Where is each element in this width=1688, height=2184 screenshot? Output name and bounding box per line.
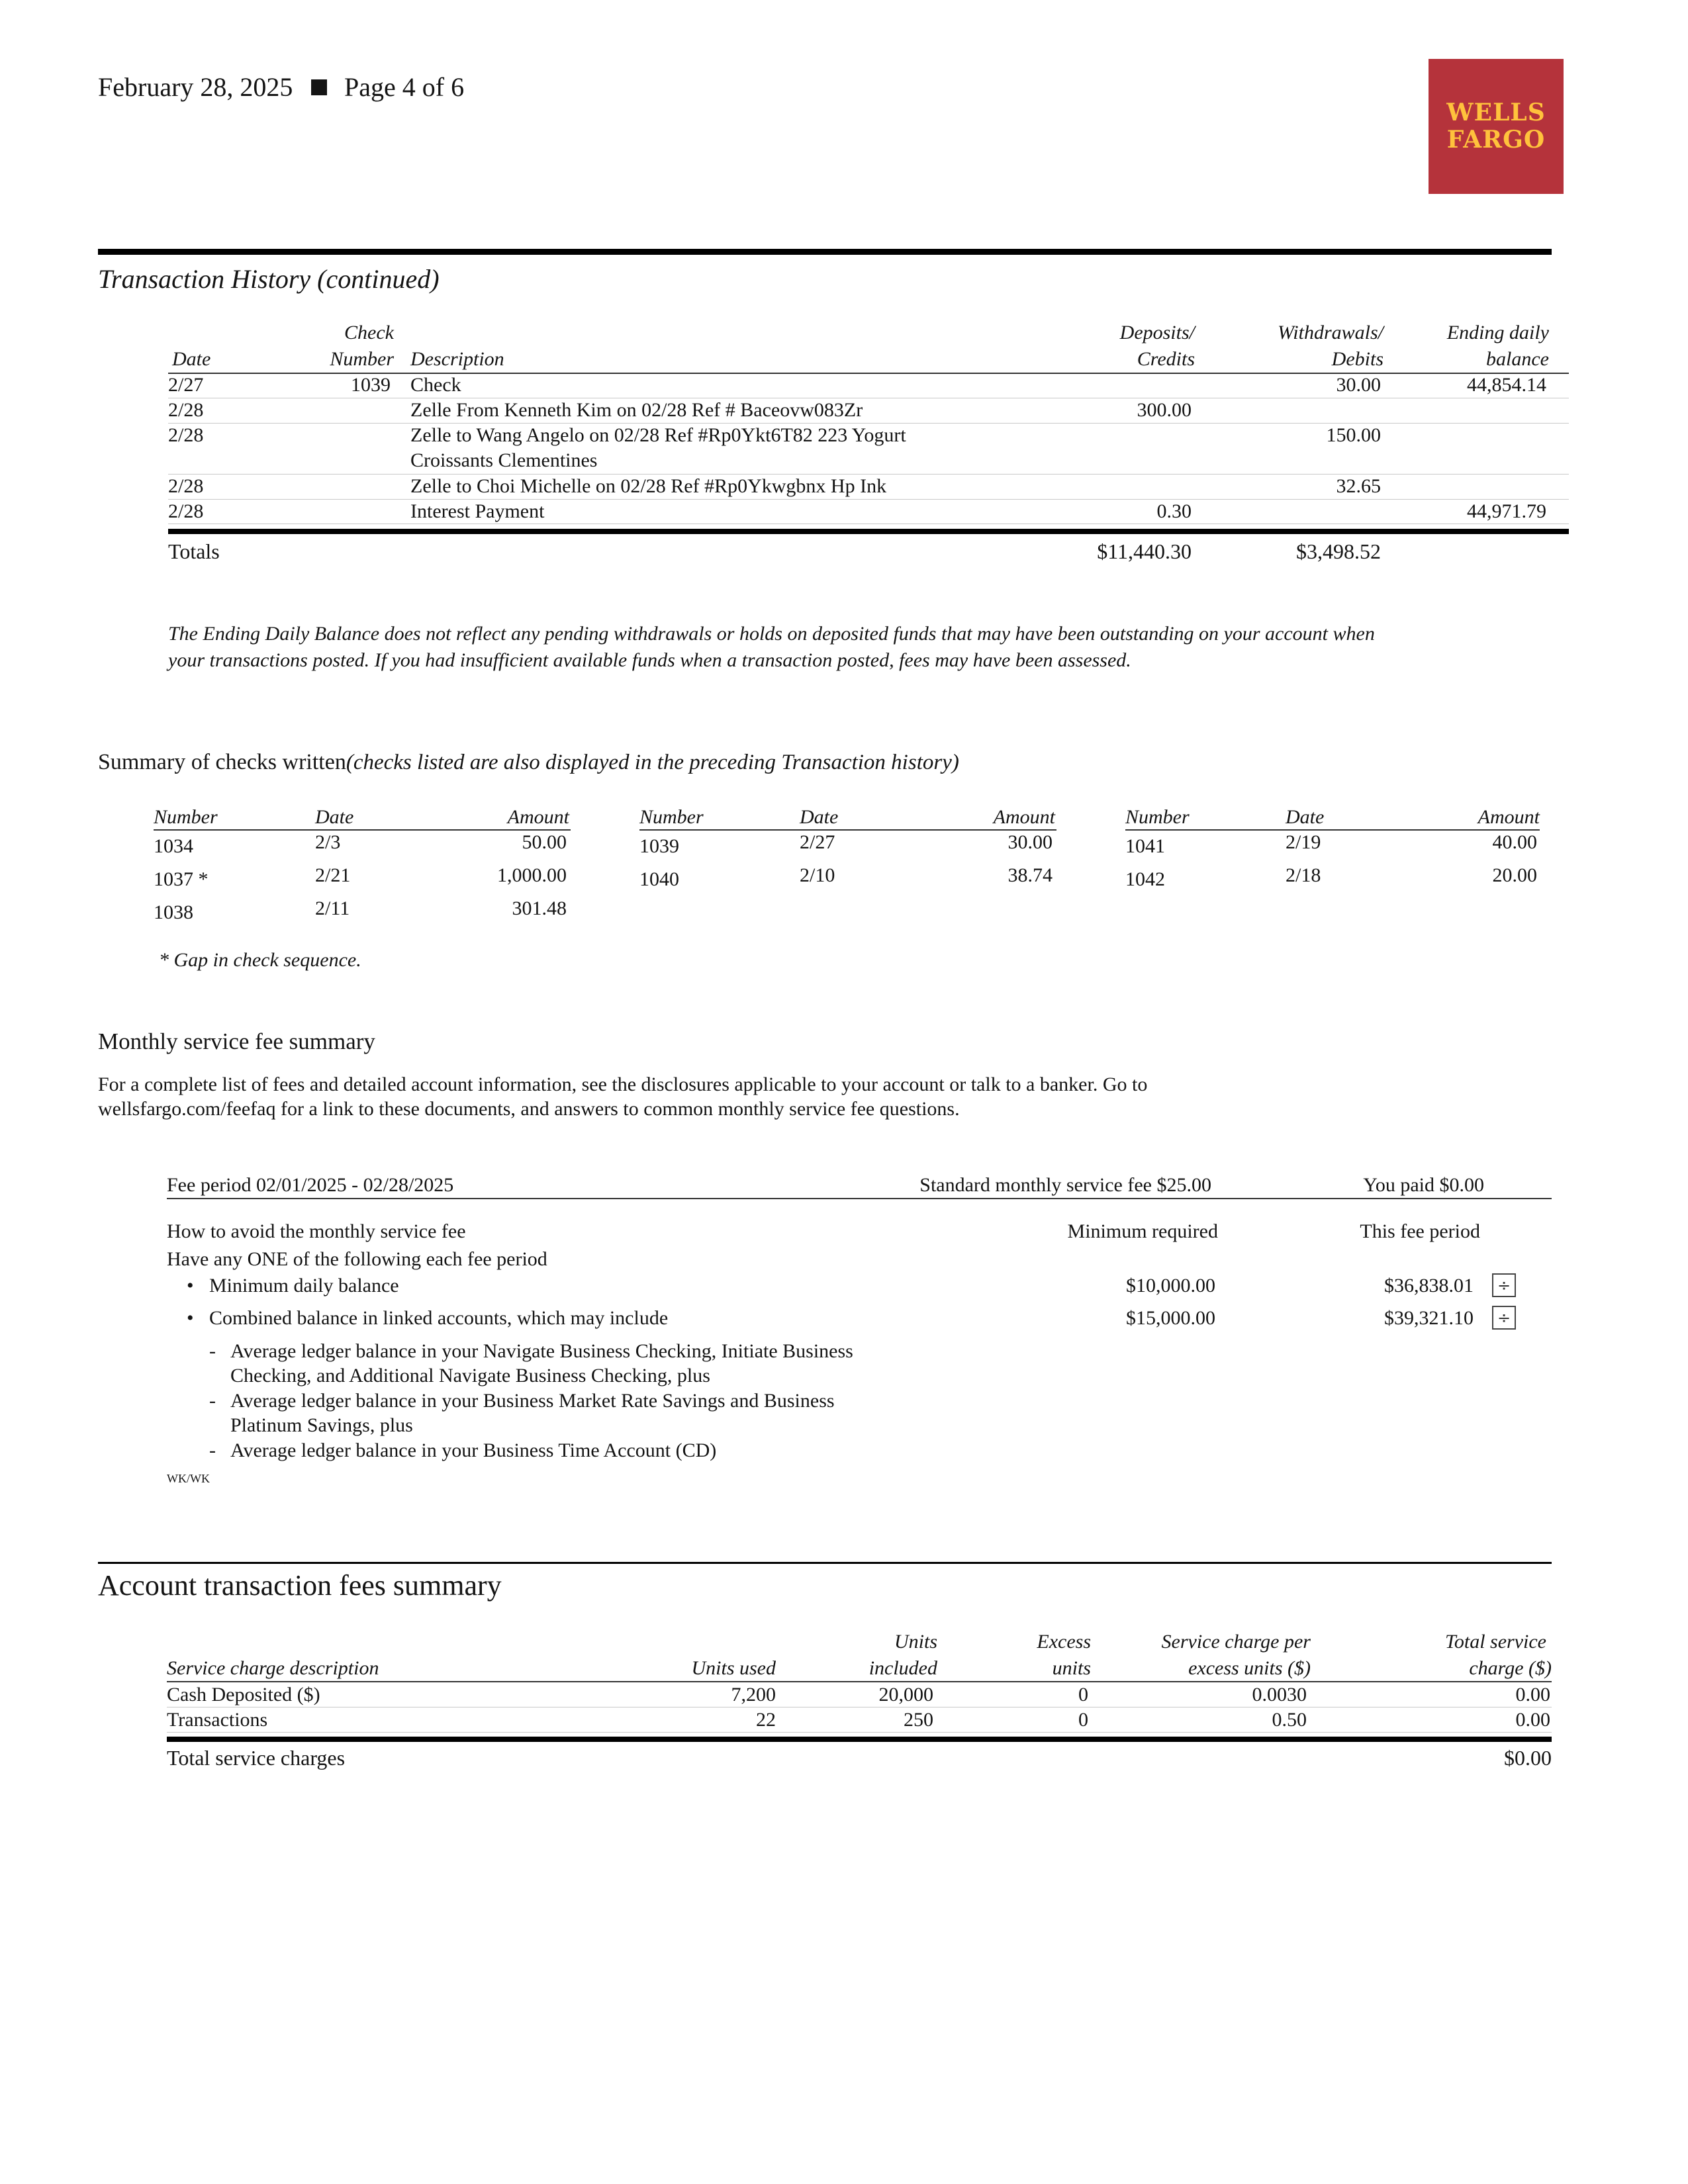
fee-period: Fee period 02/01/2025 - 02/28/2025 (167, 1174, 454, 1196)
have-any-one: Have any ONE of the following each fee period (167, 1248, 547, 1270)
checks-summary-subtitle: (checks listed are also displayed in the preceding Transaction history) (346, 751, 959, 774)
row-divider (168, 523, 1569, 524)
requirement-label: Combined balance in linked accounts, which may include (209, 1307, 669, 1329)
col-amount: Amount (993, 806, 1055, 828)
note-line-1: The Ending Daily Balance does not reflect any pending withdrawals or holds on deposited funds that may have been outstanding on your account when (168, 623, 1375, 645)
fee-excess: 0 (1078, 1684, 1088, 1706)
ticker-box-icon: ÷ (1492, 1306, 1516, 1330)
col-date: Date (1286, 806, 1325, 828)
check-amount: 20.00 (1492, 864, 1537, 886)
ticker-box-icon: ÷ (1492, 1273, 1516, 1297)
requirement-actual: $36,838.01 (1384, 1275, 1474, 1297)
col-date: Date (172, 348, 211, 370)
fee-desc: Cash Deposited ($) (167, 1684, 320, 1706)
totals-rule (168, 529, 1569, 534)
col-number: Number (1125, 806, 1190, 828)
check-number: 1034 (154, 835, 193, 857)
check-amount: 50.00 (522, 831, 567, 853)
total-service-charges-label: Total service charges (167, 1746, 346, 1770)
row-description: Zelle From Kenneth Kim on 02/28 Ref # Baceovw083Zr (410, 399, 863, 421)
row-date: 2/27 (168, 374, 204, 396)
col-excess-top: Excess (1037, 1631, 1091, 1653)
gap-note: * Gap in check sequence. (159, 949, 361, 971)
col-date: Date (800, 806, 839, 828)
page-number: Page 4 of 6 (344, 72, 465, 102)
bullet: • (187, 1275, 194, 1297)
row-description: Zelle to Wang Angelo on 02/28 Ref #Rp0Ykt6T82 223 Yogurt (410, 424, 906, 446)
row-date: 2/28 (168, 424, 204, 446)
totals-credits: $11,440.30 (1097, 539, 1192, 563)
col-units-used: Units used (691, 1657, 776, 1679)
transaction-fees-title: Account transaction fees summary (98, 1569, 502, 1602)
check-date: 2/11 (315, 897, 350, 919)
fee-units-used: 22 (756, 1709, 776, 1731)
row-debit: 30.00 (1336, 374, 1381, 396)
row-date: 2/28 (168, 500, 204, 522)
col-amount: Amount (1477, 806, 1540, 828)
fees-total-rule (167, 1737, 1552, 1742)
ending-balance-note (168, 621, 1375, 674)
intro-line-2: wellsfargo.com/feefaq for a link to these documents, and answers to common monthly service fee questions. (98, 1098, 960, 1120)
separator-square (311, 79, 327, 95)
dash: - (209, 1439, 216, 1461)
totals-label: Totals (168, 539, 220, 563)
this-period-label: This fee period (1360, 1220, 1480, 1242)
check-date: 2/27 (800, 831, 835, 853)
row-divider (167, 1732, 1552, 1733)
row-description: Check (410, 374, 461, 396)
row-divider (168, 499, 1569, 500)
col-rate-bottom: excess units ($) (1188, 1657, 1311, 1679)
col-total-bottom: charge ($) (1469, 1657, 1552, 1679)
check-number: 1038 (154, 901, 193, 923)
col-deposits-bottom: Credits (1137, 348, 1195, 370)
col-units-included-top: Units (894, 1631, 937, 1653)
fee-units-used: 7,200 (731, 1684, 776, 1706)
fee-total: 0.00 (1515, 1709, 1550, 1731)
check-date: 2/19 (1286, 831, 1321, 853)
col-balance-bottom: balance (1486, 348, 1549, 370)
row-credit: 0.30 (1156, 500, 1192, 522)
col-number: Number (154, 806, 218, 828)
col-balance-top: Ending daily (1446, 322, 1549, 343)
total-service-charges-value: $0.00 (1504, 1746, 1552, 1770)
dash: - (209, 1340, 216, 1362)
row-credit: 300.00 (1137, 399, 1192, 421)
fee-units-included: 250 (904, 1709, 933, 1731)
col-date: Date (315, 806, 354, 828)
wells-fargo-logo (1429, 59, 1564, 194)
standard-fee: Standard monthly service fee $25.00 (919, 1174, 1211, 1196)
col-rate-top: Service charge per (1161, 1631, 1311, 1653)
checks-summary-title: Summary of checks written (98, 750, 346, 774)
check-amount: 301.48 (512, 897, 567, 919)
col-units-included-bottom: included (868, 1657, 937, 1679)
col-number: Number (639, 806, 704, 828)
check-date: 2/21 (315, 864, 351, 886)
requirement-actual: $39,321.10 (1384, 1307, 1474, 1329)
how-to-avoid: How to avoid the monthly service fee (167, 1220, 466, 1242)
col-total-top: Total service (1444, 1631, 1546, 1653)
fee-code: WK/WK (167, 1472, 210, 1485)
row-balance: 44,971.79 (1467, 500, 1546, 522)
check-date: 2/10 (800, 864, 835, 886)
check-amount: 40.00 (1492, 831, 1537, 853)
check-date: 2/3 (315, 831, 341, 853)
fee-units-included: 20,000 (878, 1684, 933, 1706)
check-number: 1042 (1125, 868, 1165, 890)
you-paid: You paid $0.00 (1363, 1174, 1484, 1196)
sub-item: Average ledger balance in your Business Time Account (CD) (230, 1439, 717, 1461)
sub-item-cont: Platinum Savings, plus (230, 1414, 413, 1436)
bullet: • (187, 1307, 194, 1329)
check-number: 1040 (639, 868, 679, 890)
sub-item-cont: Checking, and Additional Navigate Business Checking, plus (230, 1365, 710, 1387)
col-excess-bottom: units (1052, 1657, 1091, 1679)
fee-rate: 0.50 (1272, 1709, 1307, 1731)
logo-line-1: WELLS (1446, 99, 1546, 126)
fee-period-rule (167, 1198, 1552, 1199)
row-date: 2/28 (168, 399, 204, 421)
row-debit: 32.65 (1336, 475, 1381, 497)
service-fee-title: Monthly service fee summary (98, 1028, 375, 1054)
col-description: Service charge description (167, 1657, 379, 1679)
check-amount: 30.00 (1008, 831, 1053, 853)
service-fee-intro (98, 1072, 1147, 1121)
col-withdrawals-bottom: Debits (1331, 348, 1383, 370)
fee-excess: 0 (1078, 1709, 1088, 1731)
logo-line-2: FARGO (1446, 126, 1546, 154)
requirement-min: $15,000.00 (1126, 1307, 1215, 1329)
col-check-top: Check (344, 322, 394, 343)
section-rule (98, 1562, 1552, 1564)
sub-item: Average ledger balance in your Navigate Business Checking, Initiate Business (230, 1340, 853, 1362)
fee-rate: 0.0030 (1252, 1684, 1307, 1706)
row-description: Interest Payment (410, 500, 545, 522)
min-required-label: Minimum required (1067, 1220, 1218, 1242)
col-amount: Amount (507, 806, 569, 828)
statement-date: February 28, 2025 (98, 72, 293, 102)
totals-debits: $3,498.52 (1296, 539, 1381, 563)
transaction-history-title: Transaction History (continued) (98, 264, 440, 294)
checks-summary-heading (98, 750, 959, 775)
section-rule (98, 249, 1552, 255)
check-number: 1037 * (154, 868, 209, 890)
col-check-bottom: Number (330, 348, 394, 370)
requirement-min: $10,000.00 (1126, 1275, 1215, 1297)
sub-item: Average ledger balance in your Business Market Rate Savings and Business (230, 1390, 835, 1412)
row-description-cont: Croissants Clementines (410, 449, 598, 471)
intro-line-1: For a complete list of fees and detailed account information, see the disclosures applicable to your account or talk to a banker. Go to (98, 1073, 1148, 1095)
col-deposits-top: Deposits/ (1119, 322, 1195, 343)
row-debit: 150.00 (1326, 424, 1381, 446)
col-withdrawals-top: Withdrawals/ (1277, 322, 1383, 343)
fee-total: 0.00 (1515, 1684, 1550, 1706)
check-date: 2/18 (1286, 864, 1321, 886)
check-amount: 38.74 (1008, 864, 1053, 886)
requirement-label: Minimum daily balance (209, 1275, 399, 1297)
check-number: 1041 (1125, 835, 1165, 857)
row-check-number: 1039 (351, 374, 391, 396)
check-amount: 1,000.00 (497, 864, 567, 886)
dash: - (209, 1390, 216, 1412)
check-number: 1039 (639, 835, 679, 857)
row-balance: 44,854.14 (1467, 374, 1546, 396)
note-line-2: your transactions posted. If you had insufficient available funds when a transaction posted, fees may have been assessed. (168, 649, 1131, 671)
fee-desc: Transactions (167, 1709, 268, 1731)
row-description: Zelle to Choi Michelle on 02/28 Ref #Rp0Ykwgbnx Hp Ink (410, 475, 887, 497)
col-description: Description (410, 348, 504, 370)
row-date: 2/28 (168, 475, 204, 497)
